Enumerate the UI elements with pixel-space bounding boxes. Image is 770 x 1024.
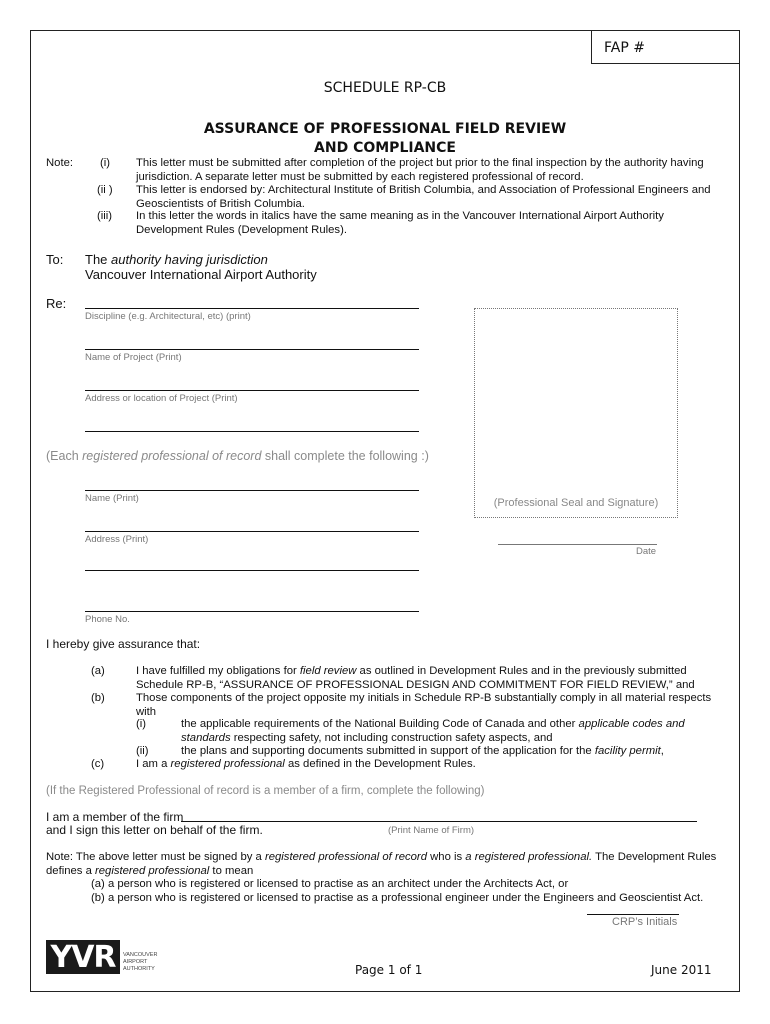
assurance-subitem-num: (i): [136, 718, 147, 730]
to-label: To:: [46, 252, 64, 267]
professional-seal-box[interactable]: [474, 308, 678, 518]
firm-instruction: (If the Registered Professional of record is a member of a firm, complete the following): [46, 785, 485, 797]
assurance-line: Those components of the project opposite my initials in Schedule RP-B substantially comply in all material respects: [136, 692, 712, 704]
assurance-line: the applicable requirements of the National Building Code of Canada and other applicable codes and: [181, 718, 685, 730]
final-note-line1: Note: The above letter must be signed by a registered professional of record who is a registered professional. The Development Rules: [46, 851, 717, 863]
note-item-text: [136, 157, 736, 184]
assurance-subitem-i: [181, 718, 736, 745]
note-line: Geoscientists of British Columbia.: [136, 197, 305, 210]
rpr-phone-input-line[interactable]: [85, 611, 419, 612]
assurance-item-num: (a): [91, 665, 105, 677]
logo-text-line: VANCOUVER: [123, 952, 158, 958]
assurance-line: with: [136, 705, 157, 718]
note-item-num: (ii ): [97, 184, 113, 196]
assurance-line: I have fulfilled my obligations for field review as outlined in Development Rules and in the previously submitted: [136, 665, 687, 677]
fap-number-field[interactable]: FAP #: [591, 31, 740, 64]
initials-input-line[interactable]: [587, 914, 679, 915]
each-rpr-instruction: (Each registered professional of record shall complete the following :): [46, 449, 429, 463]
date-input-line[interactable]: [498, 544, 657, 545]
final-note-item-b: (b) a person who is registered or licensed to practise as a professional engineer under the Engineers and Geoscientist Act.: [91, 891, 704, 904]
project-address-input-line[interactable]: [85, 390, 419, 391]
assurance-item-b: [136, 692, 736, 719]
yvr-logo: [46, 940, 120, 974]
discipline-label: Discipline (e.g. Architectural, etc) (print): [85, 311, 251, 322]
note-line: This letter must be submitted after completion of the project but prior to the final inspection by the authority having: [136, 157, 704, 169]
to-recipient-line2: Vancouver International Airport Authority: [85, 267, 317, 282]
assurance-line: Schedule RP-B, “ASSURANCE OF PROFESSIONAL DESIGN AND COMMITMENT FOR FIELD REVIEW,” and: [136, 678, 695, 691]
note-item-num: (i): [100, 157, 111, 169]
rpr-name-label: Name (Print): [85, 493, 139, 504]
project-address-input-line-2[interactable]: [85, 431, 419, 432]
discipline-input-line[interactable]: [85, 308, 419, 309]
final-note-line2: defines a registered professional to mean: [46, 864, 254, 877]
assurance-item-num: (b): [91, 692, 105, 704]
seal-label: (Professional Seal and Signature): [493, 497, 659, 509]
to-recipient-line1: The authority having jurisdiction: [85, 252, 268, 267]
note-item-text: [136, 210, 736, 237]
final-note-item-a: (a) a person who is registered or licensed to practise as an architect under the Architects Act, or: [91, 878, 569, 890]
assurance-item-num: (c): [91, 758, 105, 770]
note-item-text: [136, 184, 736, 211]
note-line: This letter is endorsed by: Architectural Institute of British Columbia, and Association of Professional Engineers and: [136, 184, 711, 196]
note-label: Note:: [46, 157, 74, 169]
yvr-logo-text: [123, 952, 183, 973]
assurance-item-a: [136, 665, 736, 692]
firm-name-input-line[interactable]: [181, 821, 697, 822]
firm-line1: I am a member of the firm: [46, 810, 184, 824]
date-label: Date: [636, 546, 657, 557]
rpr-address-input-line-2[interactable]: [85, 570, 419, 571]
assurance-line: standards respecting safety, not including construction safety aspects, and: [181, 731, 553, 744]
note-line: jurisdiction. A separate letter must be submitted by each registered professional of record.: [136, 170, 584, 183]
rpr-phone-label: Phone No.: [85, 614, 130, 625]
document-title-line1: ASSURANCE OF PROFESSIONAL FIELD REVIEW: [203, 121, 567, 137]
logo-text-line: AUTHORITY: [123, 966, 155, 972]
assurance-subitem-ii: the plans and supporting documents submitted in support of the application for the facility permit,: [181, 745, 664, 757]
rpr-name-input-line[interactable]: [85, 490, 419, 491]
page-number: Page 1 of 1: [355, 963, 423, 977]
initials-label: CRP’s Initials: [612, 916, 678, 928]
assurance-intro: I hereby give assurance that:: [46, 637, 201, 651]
assurance-item-c: I am a registered professional as defined in the Development Rules.: [136, 758, 476, 770]
rpr-address-label: Address (Print): [85, 534, 149, 545]
project-name-label: Name of Project (Print): [85, 352, 182, 363]
firm-name-label: (Print Name of Firm): [388, 825, 475, 836]
document-date: June 2011: [651, 963, 712, 977]
project-address-label: Address or location of Project (Print): [85, 393, 238, 404]
note-line: Development Rules (Development Rules).: [136, 223, 347, 236]
logo-text-line: AIRPORT: [123, 959, 148, 965]
rpr-address-input-line[interactable]: [85, 531, 419, 532]
re-label: Re:: [46, 296, 67, 311]
firm-line2: and I sign this letter on behalf of the firm.: [46, 823, 263, 837]
note-item-num: (iii): [97, 210, 113, 222]
final-note: [46, 851, 736, 905]
note-line: In this letter the words in italics have the same meaning as in the Vancouver International Airport Authority: [136, 210, 664, 222]
yvr-logo-letters: YVR: [50, 940, 116, 975]
project-name-input-line[interactable]: [85, 349, 419, 350]
assurance-subitem-num: (ii): [136, 745, 149, 757]
document-title-line2: AND COMPLIANCE: [314, 140, 456, 156]
schedule-heading: SCHEDULE RP-CB: [323, 80, 447, 96]
